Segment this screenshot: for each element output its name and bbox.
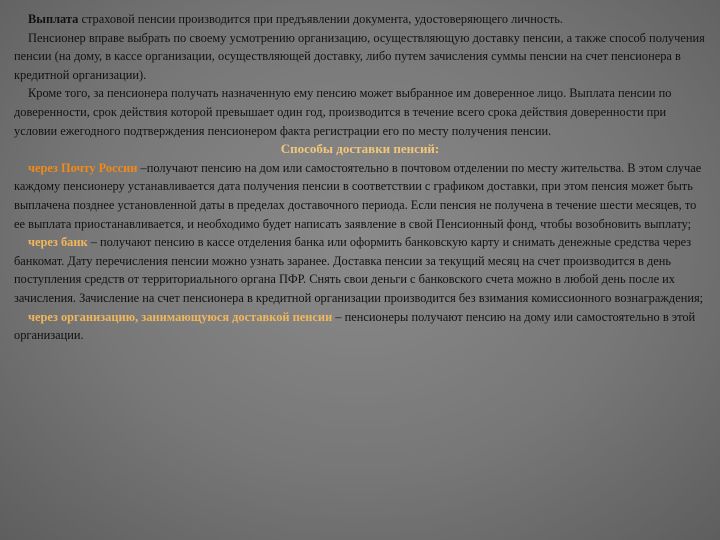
method-bank bbox=[14, 233, 706, 307]
method-text: –получают пенсию на дом или самостоятельно в почтовом отделении по месту жительства. В этом случае каждому пенсионеру устанавливается дата получения пенсии в соответствии с графиком доставки, при этом пенсия может быть выплачена позднее установленной даты в пределах доставочного периода. Если пенсия не получена в течение шести месяцев, то ее выплата приостанавливается, и необходимо будет написать заявление в свой Пенсионный фонд, чтобы возобновить выплату; bbox=[14, 160, 702, 231]
method-text: – получают пенсию в кассе отделения банка или оформить банковскую карту и снимать денежные средства через банкомат. Дату перечисления пенсии можно узнать заранее. Доставка пенсии за текущий месяц на счет производится в день поступления средств от территориального органа ПФР. Снять свои деньги с банковского счета можно в любой день после их зачисления. Зачисление на счет пенсионера в кредитной организации производится без взимания комиссионного вознаграждения; bbox=[14, 235, 704, 305]
paragraph-lead: Выплата bbox=[28, 12, 79, 26]
method-organization bbox=[14, 308, 706, 345]
paragraph-text: страховой пенсии производится при предъявлении документа, удостоверяющего личность. bbox=[78, 12, 564, 26]
slide-body bbox=[14, 10, 706, 345]
method-label: через Почту России bbox=[28, 160, 138, 175]
method-label: через организацию, занимающуюся доставкой пенсии bbox=[28, 309, 333, 324]
method-text: – пенсионеры получают пенсию на дому или самостоятельно в этой организации. bbox=[14, 309, 696, 343]
paragraph-choice: Пенсионер вправе выбрать по своему усмотрению организацию, осуществляющую доставку пенсии, а также способ получения пенсии (на дому, в кассе организации, осуществляющей доставку, либо путем зачисления суммы пенсии на счет пенсионера в кредитной организации). bbox=[14, 30, 705, 82]
section-heading: Способы доставки пенсий: bbox=[280, 141, 440, 157]
method-label: через банк bbox=[28, 235, 88, 250]
paragraph-payment bbox=[14, 10, 706, 29]
method-post bbox=[14, 159, 706, 233]
paragraph-proxy: Кроме того, за пенсионера получать назначенную ему пенсию может выбранное им доверенное лицо. Выплата пенсии по доверенности, срок действия которой превышает один год, производится в течение всего срока действия доверенности при условии ежегодного подтверждения пенсионером факта регистрации его по месту получения пенсии. bbox=[14, 86, 672, 138]
